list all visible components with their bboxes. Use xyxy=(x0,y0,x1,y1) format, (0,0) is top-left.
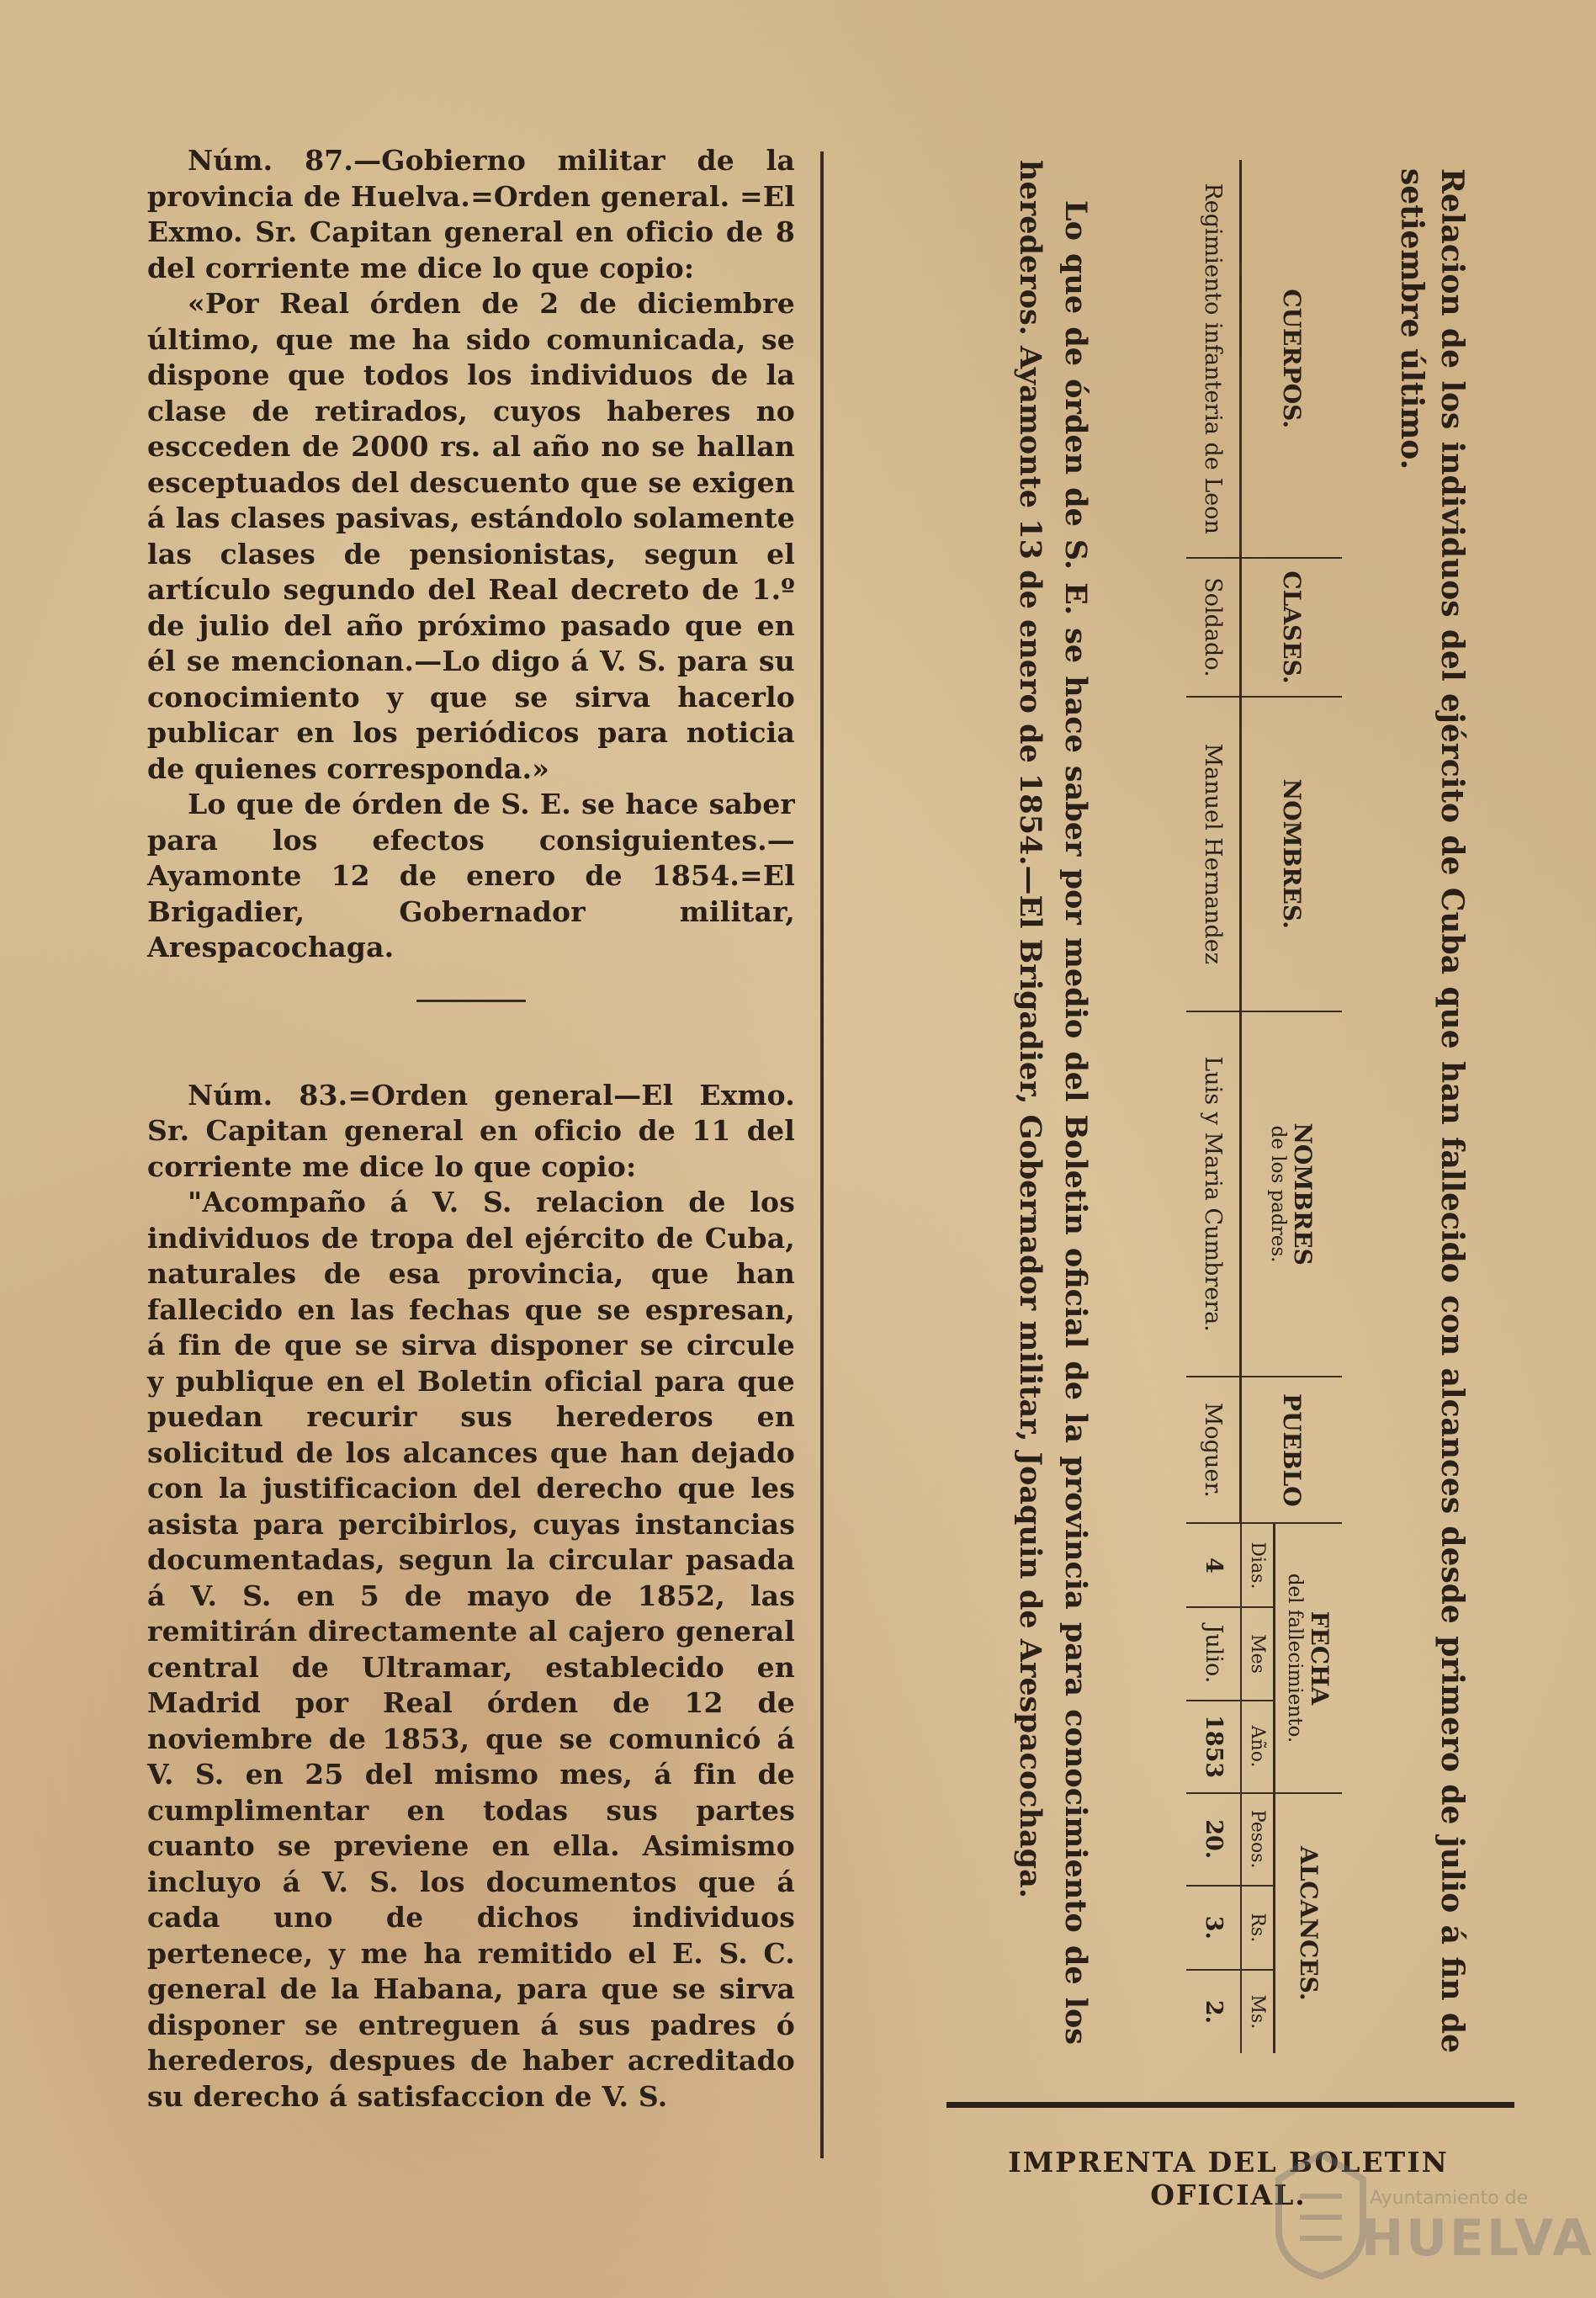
cell-cuerpo: Regimiento infanteria de Leon xyxy=(1187,160,1242,558)
cell-padres: Luis y Maria Cumbrera. xyxy=(1187,1011,1242,1377)
right-column xyxy=(925,160,1472,2066)
header-pesos: Pesos. xyxy=(1241,1793,1275,1886)
header-mes: Mes xyxy=(1241,1607,1275,1700)
header-alcances: ALCANCES. xyxy=(1275,1793,1343,2053)
relation-footer xyxy=(1007,160,1098,2045)
watermark-big-text: HUELVA xyxy=(1361,2209,1594,2268)
cell-rs: 3. xyxy=(1187,1886,1242,1970)
article-83-header: Núm. 83.=Orden general—El Exmo. Sr. Capitan general en oficio de 11 del corriente me dice lo que copio: xyxy=(147,1078,795,1183)
column-divider xyxy=(820,151,824,2158)
printer-imprint: IMPRENTA DEL BOLETIN OFICIAL. xyxy=(1008,2146,1449,2211)
relation-footer-text: Lo que de órden de S. E. se hace saber por medio del Boletin oficial de la provincia para conocimiento de los herederos. Ayamonte 13 de enero de 1854.—El Brigadier, Gobernador militar, Joaquin de Arespacochaga. xyxy=(1013,160,1093,2045)
section-separator xyxy=(416,1000,526,1002)
article-83-body: "Acompaño á V. S. relacion de los individuos de tropa del ejército de Cuba, naturales de esa provincia, que han fallecido en las fechas que se espresan, á fin de que se sirva disponer se circule y publique en el Boletin oficial para que puedan recurir sus herederos en solicitud de los alcances que han dejado con la justificacion del derecho que les asista para percibirlos, cuyas instancias documentadas, segun la circular pasada á V. S. en 5 de mayo de 1852, las remitirán directamente al cajero general central de Ultramar, establecido en Madrid por Real órden de 12 de noviembre de 1853, que se comunicó á V. S. en 25 del mismo mes, á fin de cumplimentar en todas sus partes cuanto se previene en ella. Asimismo incluyo á V. S. los documentos que á cada uno de dichos individuos pertenece, y me ha remitido el E. S. C. general de la Habana, para que se sirva disponer se entreguen á sus padres ó herederos, despues de haber acreditado su derecho á satisfaccion de V. S. xyxy=(147,1186,795,2113)
cell-pueblo: Moguer. xyxy=(1187,1377,1242,1523)
relation-table xyxy=(1187,160,1343,2053)
header-nombres-padres-label: NOMBRES xyxy=(1289,1122,1318,1266)
bottom-rule xyxy=(946,2102,1514,2108)
article-87-quote: «Por Real órden de 2 de diciembre último, que me ha sido comunicada, se dispone que todos los individuos de la clase de retirados, cuyos haberes no escceden de 2000 rs. al año no se hallan esceptuados del descuento que se exigen á las clases pasivas, estándolo solamente las clases de pensionistas, segun el artículo segundo del Real decreto de 1.º de julio del año próximo pasado que en él se mencionan.—Lo digo á V. S. para su conocimiento y que se sirva hacerlo publicar en los periódicos para noticia de quienes corresponda.» xyxy=(147,287,795,785)
header-clases: CLASES. xyxy=(1241,558,1342,696)
cell-pesos: 20. xyxy=(1187,1793,1242,1886)
header-fecha xyxy=(1275,1523,1343,1792)
header-nombres-padres-sub: de los padres. xyxy=(1267,1125,1290,1263)
header-pueblo: PUEBLO xyxy=(1241,1377,1342,1523)
cell-mes: Julio. xyxy=(1187,1607,1242,1700)
watermark-small-text: Ayuntamiento de xyxy=(1370,2188,1529,2209)
header-fecha-label: FECHA xyxy=(1306,1611,1334,1706)
cell-clase: Soldado. xyxy=(1187,558,1242,696)
cell-dia: 4 xyxy=(1187,1523,1242,1607)
huelva-watermark xyxy=(1262,2129,1594,2289)
header-nombres-padres xyxy=(1241,1011,1342,1377)
rotated-relation-block xyxy=(925,160,1472,2066)
header-fecha-sub: del fallecimiento. xyxy=(1284,1573,1306,1743)
cell-ano: 1853 xyxy=(1187,1701,1242,1793)
left-column xyxy=(147,143,795,2115)
cell-ms: 2. xyxy=(1200,1999,1227,2024)
header-nombres-label: NOMBRES. xyxy=(1278,778,1307,929)
article-87-header: Núm. 87.—Gobierno militar de la provincia de Huelva.=Orden general. =El Exmo. Sr. Capitan general en oficio de 8 del corriente me dice lo que copio: xyxy=(147,144,795,284)
header-rs: Rs. xyxy=(1241,1886,1275,1970)
header-ano: Año. xyxy=(1241,1701,1275,1793)
header-nombres xyxy=(1241,697,1342,1011)
header-cuerpos: CUERPOS. xyxy=(1241,160,1342,558)
table-row xyxy=(1187,160,1242,2053)
cell-nombre: Manuel Hernandez xyxy=(1187,697,1242,1011)
relation-title: Relacion de los individuos del ejército de Cuba que han fallecido con alcances desde primero de julio á fin de setiembre último. xyxy=(1394,168,1470,2053)
article-87-closing: Lo que de órden de S. E. se hace saber para los efectos consiguientes.—Ayamonte 12 de enero de 1854.=El Brigadier, Gobernador militar, Arespacochaga. xyxy=(147,788,795,963)
header-dias: Dias. xyxy=(1241,1523,1275,1607)
header-ms: Ms. xyxy=(1241,1970,1275,2053)
